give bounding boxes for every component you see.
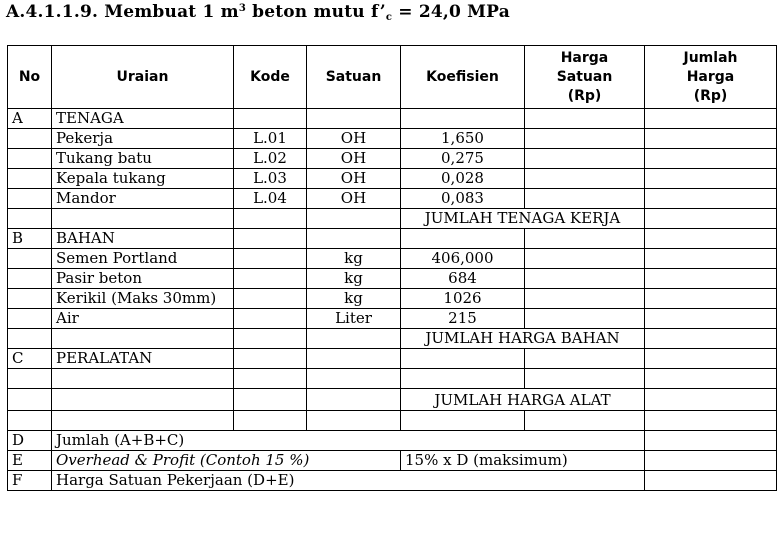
koefisien-cell: 406,000 — [401, 249, 525, 269]
section-no: B — [8, 229, 52, 249]
summary-label: Overhead & Profit (Contoh 15 %) — [52, 451, 401, 471]
header-uraian: Uraian — [52, 46, 234, 109]
summary-no: E — [8, 451, 52, 471]
header-harga-satuan: Harga Satuan (Rp) — [525, 46, 645, 109]
table-row — [8, 309, 777, 329]
page-title: A.4.1.1.9. Membuat 1 $m^3$ beton mutu $f’_c = 24,0$ MPa — [6, 2, 510, 23]
section-no: A — [8, 109, 52, 129]
total-label: JUMLAH HARGA ALAT — [401, 389, 645, 411]
satuan-cell: OH — [307, 149, 401, 169]
table-row — [8, 369, 777, 389]
satuan-cell: OH — [307, 129, 401, 149]
section-row — [8, 109, 777, 129]
table-row — [8, 129, 777, 149]
kode-cell: L.04 — [234, 189, 307, 209]
summary-label: Jumlah (A+B+C) — [52, 431, 645, 451]
uraian-cell: Kerikil (Maks 30mm) — [52, 289, 234, 309]
satuan-cell: kg — [307, 249, 401, 269]
satuan-cell: kg — [307, 289, 401, 309]
summary-row — [8, 451, 777, 471]
total-row — [8, 389, 777, 411]
uraian-cell: Tukang batu — [52, 149, 234, 169]
satuan-cell: OH — [307, 169, 401, 189]
satuan-cell: OH — [307, 189, 401, 209]
summary-no: F — [8, 471, 52, 491]
header-satuan: Satuan — [307, 46, 401, 109]
total-row — [8, 329, 777, 349]
total-label: JUMLAH TENAGA KERJA — [401, 209, 645, 229]
header-jumlah-harga: Jumlah Harga (Rp) — [645, 46, 777, 109]
section-label: PERALATAN — [52, 349, 234, 369]
header-kode: Kode — [234, 46, 307, 109]
header-koefisien: Koefisien — [401, 46, 525, 109]
kode-cell: L.02 — [234, 149, 307, 169]
analysis-table — [7, 45, 777, 491]
koefisien-cell: 0,028 — [401, 169, 525, 189]
header-row — [8, 46, 777, 109]
table-row — [8, 149, 777, 169]
uraian-cell: Air — [52, 309, 234, 329]
summary-no: D — [8, 431, 52, 451]
table-row — [8, 269, 777, 289]
uraian-cell: Mandor — [52, 189, 234, 209]
koefisien-cell: 215 — [401, 309, 525, 329]
total-label: JUMLAH HARGA BAHAN — [401, 329, 645, 349]
spacer-row — [8, 411, 777, 431]
section-label: TENAGA — [52, 109, 234, 129]
kode-cell: L.03 — [234, 169, 307, 189]
uraian-cell: Pasir beton — [52, 269, 234, 289]
section-no: C — [8, 349, 52, 369]
summary-row — [8, 471, 777, 491]
uraian-cell: Pekerja — [52, 129, 234, 149]
header-no: No — [8, 46, 52, 109]
uraian-cell: Semen Portland — [52, 249, 234, 269]
table-row — [8, 189, 777, 209]
summary-row — [8, 431, 777, 451]
total-row — [8, 209, 777, 229]
table-row — [8, 289, 777, 309]
table-row — [8, 169, 777, 189]
satuan-cell: Liter — [307, 309, 401, 329]
satuan-cell: kg — [307, 269, 401, 289]
table-row — [8, 249, 777, 269]
summary-label: Harga Satuan Pekerjaan (D+E) — [52, 471, 645, 491]
koefisien-cell: 1026 — [401, 289, 525, 309]
koefisien-cell: 0,083 — [401, 189, 525, 209]
koefisien-cell: 0,275 — [401, 149, 525, 169]
summary-formula: 15% x D (maksimum) — [401, 451, 645, 471]
section-row — [8, 229, 777, 249]
section-label: BAHAN — [52, 229, 234, 249]
koefisien-cell: 684 — [401, 269, 525, 289]
uraian-cell: Kepala tukang — [52, 169, 234, 189]
koefisien-cell: 1,650 — [401, 129, 525, 149]
section-row — [8, 349, 777, 369]
kode-cell: L.01 — [234, 129, 307, 149]
